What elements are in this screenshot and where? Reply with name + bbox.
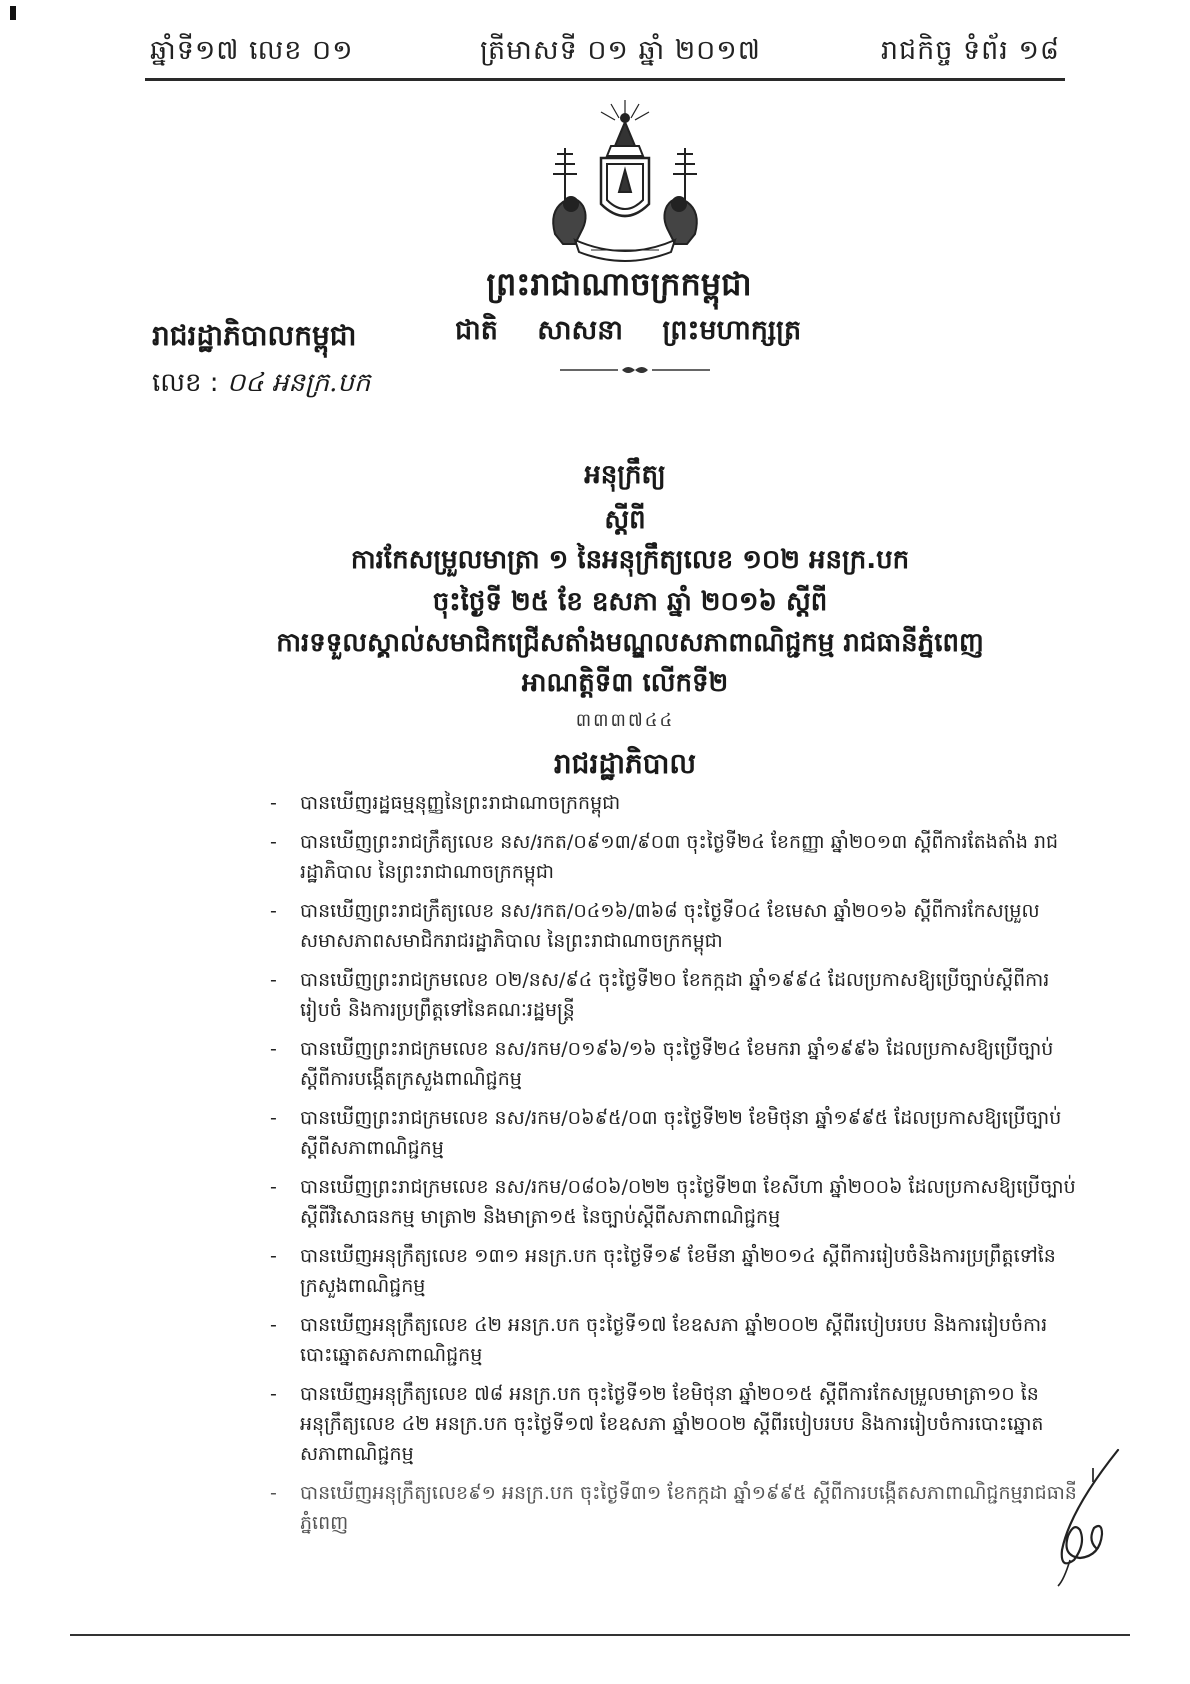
title-divider: ៣៣៣៧៤៤: [575, 710, 675, 731]
gazette-quarter: ត្រីមាសទី ០១ ឆ្នាំ ២០១៧: [480, 35, 761, 66]
title-decree: អនុក្រឹត្យ: [584, 460, 666, 490]
national-motto: ជាតិ សាសនា ព្រះមហាក្សត្រ: [455, 315, 802, 346]
title-subject-4: អាណត្តិទី៣ លើកទី២: [521, 668, 729, 698]
document-number-label: លេខ :: [152, 368, 219, 398]
ornament-divider-icon: [560, 363, 710, 377]
list-item: - បានឃើញអនុក្រឹត្យលេខ ១៣១ អនក្រ.បក ចុះថ្ងៃទី១៩ ខែមីនា ឆ្នាំ២០១៤ ស្តីពីការរៀបចំនិងការប្រព្រឹត្តទៅនៃក្រសួងពាណិជ្ជកម្ម: [270, 1241, 1080, 1301]
list-item: - បានឃើញអនុក្រឹត្យលេខ ៧៨ អនក្រ.បក ចុះថ្ងៃទី១២ ខែមិថុនា ឆ្នាំ២០១៥ ស្តីពីការកែសម្រួលមាត្រា១០ នៃអនុក្រឹត្យលេខ ៤២ អនក្រ.បក ចុះថ្ងៃទី១៧ ខែឧសភា ឆ្នាំ២០០២ ស្តីពីរបៀបរបប និងការរៀបចំការបោះឆ្នោតសភាពាណិជ្ជកម្ម: [270, 1379, 1080, 1469]
list-item: - បានឃើញអនុក្រឹត្យលេខ៩១ អនក្រ.បក ចុះថ្ងៃទី៣១ ខែកក្កដា ឆ្នាំ១៩៩៥ ស្តីពីការបង្កើតសភាពាណិជ្ជកម្មរាជធានីភ្នំពេញ: [270, 1478, 1080, 1538]
government-name: រាជរដ្ឋាភិបាលកម្ពុជា: [152, 319, 357, 352]
royal-emblem-icon: [535, 94, 715, 264]
list-item: - បានឃើញព្រះរាជក្រឹត្យលេខ នស/រកត/០៤១៦/៣៦៨ ចុះថ្ងៃទី០៤ ខែមេសា ឆ្នាំ២០១៦ ស្តីពីការកែសម្រួល សមាសភាពសមាជិករាជរដ្ឋាភិបាល នៃព្រះរាជាណាចក្រកម្ពុជា: [270, 896, 1080, 956]
document-number: [152, 366, 370, 404]
list-item: - បានឃើញព្រះរាជក្រមលេខ ០២/នស/៩៤ ចុះថ្ងៃទី២០ ខែកក្កដា ឆ្នាំ១៩៩៤ ដែលប្រកាសឱ្យប្រើច្បាប់ស្តីពីការរៀបចំ និងការប្រព្រឹត្តទៅនៃគណៈរដ្ឋមន្ត្រី: [270, 965, 1080, 1025]
preamble-list: [270, 788, 1080, 1547]
title-on: ស្តីពី: [604, 505, 646, 535]
scan-mark: [10, 6, 16, 20]
list-item: - បានឃើញព្រះរាជក្រមលេខ នស/រកម/០៦៩៥/០៣ ចុះថ្ងៃទី២២ ខែមិថុនា ឆ្នាំ១៩៩៥ ដែលប្រកាសឱ្យប្រើច្បាប់ស្តីពីសភាពាណិជ្ជកម្ម: [270, 1103, 1080, 1163]
footer-rule: [70, 1634, 1130, 1636]
gazette-year-issue: ឆ្នាំទី១៧ លេខ ០១: [150, 35, 354, 66]
kingdom-name: ព្រះរាជាណាចក្រកម្ពុជា: [486, 265, 752, 303]
list-item: - បានឃើញព្រះរាជក្រមលេខ នស/រកម/០១៩៦/១៦ ចុះថ្ងៃទី២៤ ខែមករា ឆ្នាំ១៩៩៦ ដែលប្រកាសឱ្យប្រើច្បាប់ស្តីពីការបង្កើតក្រសួងពាណិជ្ជកម្ម: [270, 1034, 1080, 1094]
list-item: - បានឃើញព្រះរាជក្រមលេខ នស/រកម/០៨០៦/០២២ ចុះថ្ងៃទី២៣ ខែសីហា ឆ្នាំ២០០៦ ដែលប្រកាសឱ្យប្រើច្បាប់ស្តីពីវិសោធនកម្ម មាត្រា២ និងមាត្រា១៥ នៃច្បាប់ស្តីពីសភាពាណិជ្ជកម្ម: [270, 1172, 1080, 1232]
title-subject-2: ចុះថ្ងៃទី ២៥ ខែ ឧសភា ឆ្នាំ ២០១៦ ស្តីពី: [432, 587, 828, 617]
list-item: - បានឃើញអនុក្រឹត្យលេខ ៤២ អនក្រ.បក ចុះថ្ងៃទី១៧ ខែឧសភា ឆ្នាំ២០០២ ស្តីពីរបៀបរបប និងការរៀបចំការបោះឆ្នោតសភាពាណិជ្ជកម្ម: [270, 1310, 1080, 1370]
title-subject-1: ការកែសម្រួលមាត្រា ១ នៃអនុក្រឹត្យលេខ ១០២ អនក្រ.បក: [350, 545, 910, 575]
header-rule: [145, 78, 1065, 81]
list-item: - បានឃើញរដ្ឋធម្មនុញ្ញនៃព្រះរាជាណាចក្រកម្ពុជា: [270, 788, 1080, 818]
gazette-page: រាជកិច្ច ទំព័រ ១៨: [880, 35, 1060, 66]
document-number-value: ០៤ អនក្រ.បក: [226, 368, 371, 398]
title-subject-3: ការទទួលស្គាល់សមាជិកជ្រើសតាំងមណ្ឌលសភាពាណិជ្ជកម្ម រាជធានីភ្នំពេញ: [276, 628, 984, 658]
signature-icon: [1040, 1440, 1150, 1590]
section-title: រាជរដ្ឋាភិបាល: [553, 747, 697, 780]
list-item: - បានឃើញព្រះរាជក្រឹត្យលេខ នស/រកត/០៩១៣/៩០៣ ចុះថ្ងៃទី២៤ ខែកញ្ញា ឆ្នាំ២០១៣ ស្តីពីការតែងតាំង រាជរដ្ឋាភិបាល នៃព្រះរាជាណាចក្រកម្ពុជា: [270, 827, 1080, 887]
